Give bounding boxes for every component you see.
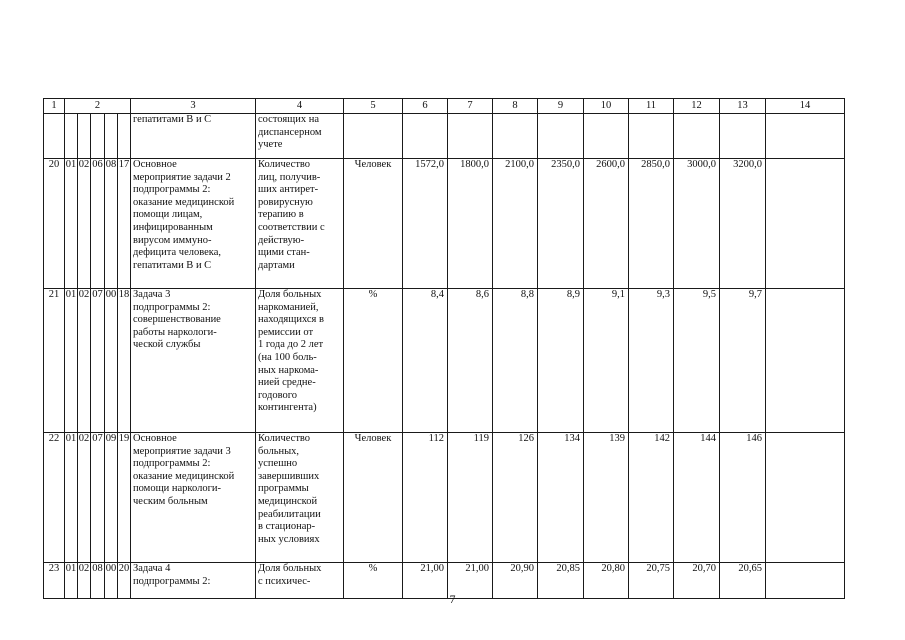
header-cell-11: 11	[629, 99, 674, 114]
value-cell: 9,7	[720, 289, 766, 433]
value-cell: 1800,0	[448, 159, 493, 289]
code-cell: 19	[118, 433, 131, 563]
notes-cell	[766, 433, 845, 563]
value-cell: 20,90	[493, 563, 538, 599]
notes-cell	[766, 159, 845, 289]
code-cell: 01	[65, 159, 78, 289]
measure-name-cell	[131, 159, 256, 289]
indicator-cell	[256, 159, 344, 289]
indicator-line: контингента)	[258, 402, 317, 414]
code-cell: 17	[118, 159, 131, 289]
value-cell	[538, 114, 584, 159]
value-cell: 9,1	[584, 289, 629, 433]
measure-name-line: гепатитами В и С	[133, 114, 212, 125]
value-cell: 20,85	[538, 563, 584, 599]
code-cell: 20	[44, 159, 65, 289]
value-cell: 2850,0	[629, 159, 674, 289]
indicator-cell	[256, 289, 344, 433]
table-row	[44, 289, 845, 433]
measure-name-line: гепатитами В и С	[133, 259, 212, 271]
measure-name-line: оказание медицинской	[133, 470, 235, 482]
value-cell: 20,70	[674, 563, 720, 599]
value-cell: 146	[720, 433, 766, 563]
indicator-line: Доля больных	[258, 289, 322, 300]
indicators-table	[43, 98, 845, 599]
code-cell: 07	[91, 289, 105, 433]
indicator-line: 1 года до 2 лет	[258, 339, 324, 351]
code-cell: 06	[91, 159, 105, 289]
indicator-line: терапию в	[258, 209, 304, 221]
indicator-line: больных,	[258, 445, 300, 457]
measure-name-line: работы наркологи-	[133, 326, 217, 338]
value-cell: 2100,0	[493, 159, 538, 289]
value-cell: 112	[403, 433, 448, 563]
indicator-line: (на 100 боль-	[258, 351, 317, 363]
code-cell: 01	[65, 563, 78, 599]
table-row	[44, 159, 845, 289]
measure-name-line: совершенствование	[133, 314, 221, 326]
indicator-cell	[256, 114, 344, 159]
header-cell-4: 4	[256, 99, 344, 114]
value-cell: 119	[448, 433, 493, 563]
header-cell-7: 7	[448, 99, 493, 114]
code-cell	[91, 114, 105, 159]
value-cell	[403, 114, 448, 159]
value-cell: 142	[629, 433, 674, 563]
value-cell: 21,00	[403, 563, 448, 599]
indicator-line: завершивших	[258, 470, 320, 482]
page-number: 7	[449, 592, 456, 606]
measure-name-line: подпрограммы 2:	[133, 184, 211, 196]
unit-cell: %	[344, 289, 403, 433]
code-cell: 02	[78, 563, 91, 599]
measure-name-line: подпрограммы 2:	[133, 301, 211, 313]
indicator-line: наркоманией,	[258, 301, 319, 313]
header-row	[44, 99, 845, 114]
value-cell: 9,3	[629, 289, 674, 433]
measure-name-line: дефицита человека,	[133, 247, 222, 259]
value-cell: 8,8	[493, 289, 538, 433]
code-cell: 18	[118, 289, 131, 433]
code-cell: 21	[44, 289, 65, 433]
value-cell	[720, 114, 766, 159]
table-body	[44, 99, 845, 599]
code-cell	[105, 114, 118, 159]
code-cell: 00	[105, 289, 118, 433]
value-cell	[674, 114, 720, 159]
measure-name-cell	[131, 433, 256, 563]
header-cell-6: 6	[403, 99, 448, 114]
value-cell: 2350,0	[538, 159, 584, 289]
code-cell	[78, 114, 91, 159]
value-cell	[448, 114, 493, 159]
indicator-line: Доля больных	[258, 563, 322, 574]
indicator-line: учете	[258, 139, 283, 151]
indicator-line: Количество	[258, 159, 311, 170]
code-cell	[44, 114, 65, 159]
indicator-line: ных наркома-	[258, 364, 319, 376]
unit-cell: Человек	[344, 159, 403, 289]
header-cell-13: 13	[720, 99, 766, 114]
indicator-line: ших антирет-	[258, 184, 319, 196]
value-cell: 21,00	[448, 563, 493, 599]
indicator-line: диспансерном	[258, 126, 322, 138]
code-cell: 23	[44, 563, 65, 599]
code-cell: 07	[91, 433, 105, 563]
header-cell-12: 12	[674, 99, 720, 114]
header-cell-14: 14	[766, 99, 845, 114]
table-row	[44, 433, 845, 563]
code-cell: 22	[44, 433, 65, 563]
measure-name-line: ческой службы	[133, 339, 201, 351]
header-cell-8: 8	[493, 99, 538, 114]
indicator-line: ных условиях	[258, 533, 320, 545]
value-cell: 20,75	[629, 563, 674, 599]
code-cell: 09	[105, 433, 118, 563]
value-cell: 8,9	[538, 289, 584, 433]
value-cell	[584, 114, 629, 159]
value-cell: 2600,0	[584, 159, 629, 289]
measure-name-line: помощи наркологи-	[133, 483, 222, 495]
measure-name-cell	[131, 114, 256, 159]
unit-cell: %	[344, 563, 403, 599]
measure-name-line: оказание медицинской	[133, 196, 235, 208]
indicator-cell	[256, 433, 344, 563]
measure-name-line: вирусом иммуно-	[133, 234, 212, 246]
value-cell: 144	[674, 433, 720, 563]
indicator-line: состоящих на	[258, 114, 320, 125]
value-cell: 134	[538, 433, 584, 563]
indicator-line: лиц, получив-	[258, 171, 321, 183]
code-cell: 02	[78, 159, 91, 289]
unit-cell	[344, 114, 403, 159]
indicator-line: дартами	[258, 259, 295, 271]
measure-name-line: подпрограммы 2:	[133, 575, 211, 587]
code-cell	[118, 114, 131, 159]
indicator-line: действую-	[258, 234, 305, 246]
indicator-line: реабилитации	[258, 508, 321, 520]
value-cell: 1572,0	[403, 159, 448, 289]
value-cell: 3200,0	[720, 159, 766, 289]
value-cell: 3000,0	[674, 159, 720, 289]
indicator-line: программы	[258, 483, 309, 495]
indicator-line: успешно	[258, 458, 298, 470]
code-cell: 01	[65, 289, 78, 433]
code-cell: 08	[105, 159, 118, 289]
value-cell: 20,65	[720, 563, 766, 599]
header-cell-5: 5	[344, 99, 403, 114]
header-cell-10: 10	[584, 99, 629, 114]
indicator-line: медицинской	[258, 495, 318, 507]
value-cell: 139	[584, 433, 629, 563]
header-cell-2: 2	[65, 99, 131, 114]
header-cell-1: 1	[44, 99, 65, 114]
value-cell	[629, 114, 674, 159]
measure-name-line: подпрограммы 2:	[133, 458, 211, 470]
value-cell: 126	[493, 433, 538, 563]
header-cell-3: 3	[131, 99, 256, 114]
measure-name-line: Задача 3	[133, 289, 171, 300]
code-cell: 00	[105, 563, 118, 599]
measure-name-line: Основное	[133, 159, 177, 170]
indicator-line: с психичес-	[258, 575, 311, 587]
code-cell: 20	[118, 563, 131, 599]
indicator-line: ремиссии от	[258, 326, 314, 338]
value-cell: 9,5	[674, 289, 720, 433]
measure-name-line: Основное	[133, 433, 177, 444]
value-cell: 8,6	[448, 289, 493, 433]
indicator-line: щими стан-	[258, 247, 310, 259]
indicator-line: Количество	[258, 433, 311, 444]
unit-cell: Человек	[344, 433, 403, 563]
indicator-line: ровирусную	[258, 196, 313, 208]
code-cell: 02	[78, 433, 91, 563]
measure-name-line: мероприятие задачи 3	[133, 445, 231, 457]
indicator-line: соответствии с	[258, 221, 325, 233]
table-row-continued	[44, 114, 845, 159]
indicator-line: в стационар-	[258, 521, 316, 533]
code-cell: 02	[78, 289, 91, 433]
measure-name-line: Задача 4	[133, 563, 171, 574]
code-cell	[65, 114, 78, 159]
measure-name-line: помощи лицам,	[133, 209, 203, 221]
value-cell: 20,80	[584, 563, 629, 599]
measure-name-line: мероприятие задачи 2	[133, 171, 231, 183]
measure-name-line: ческим больным	[133, 495, 208, 507]
notes-cell	[766, 289, 845, 433]
code-cell: 01	[65, 433, 78, 563]
value-cell	[493, 114, 538, 159]
header-cell-9: 9	[538, 99, 584, 114]
measure-name-line: инфицированным	[133, 221, 213, 233]
indicator-line: нией средне-	[258, 377, 316, 389]
notes-cell	[766, 114, 845, 159]
measure-name-cell	[131, 289, 256, 433]
value-cell: 8,4	[403, 289, 448, 433]
indicator-line: годового	[258, 389, 298, 401]
indicator-line: находящихся в	[258, 314, 324, 326]
code-cell: 08	[91, 563, 105, 599]
